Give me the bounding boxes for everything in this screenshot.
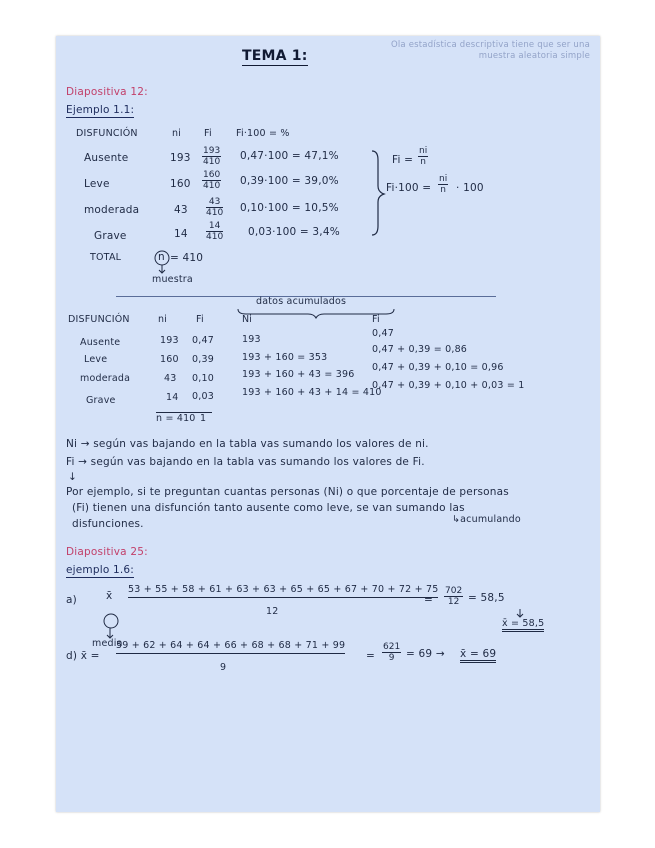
row-fraction: 14 410 <box>206 221 224 242</box>
accum-total-fi: 1 <box>194 412 212 424</box>
slide12-heading: Diapositiva 12: <box>66 86 148 98</box>
d-denominator: 9 <box>220 662 227 673</box>
row-label: Ausente <box>84 152 129 164</box>
d-eq: = <box>366 650 375 662</box>
slide25-heading: Diapositiva 25: <box>66 546 148 558</box>
row-label: moderada <box>84 204 140 216</box>
note-arrow: ↓ <box>68 471 77 483</box>
a-final: x̄ = 58,5 <box>502 618 544 632</box>
note-para-3: disfunciones. <box>72 518 144 530</box>
accum-col-header: Ni <box>242 314 253 325</box>
accum-row-ni: 14 <box>166 392 179 403</box>
row-fraction: 160 410 <box>203 170 221 191</box>
accum-row-fi: 0,03 <box>192 391 214 402</box>
row-ni: 160 <box>170 178 191 190</box>
example-heading: Ejemplo 1.1: <box>66 104 135 116</box>
accum-row-label: moderada <box>80 373 131 384</box>
circle-x <box>104 614 118 628</box>
accum-row-Fi: 0,47 <box>372 328 394 339</box>
accum-row-Ni: 193 + 160 = 353 <box>242 352 328 363</box>
note-line-2: Fi → según vas bajando en la tabla vas sumando los valores de Fi. <box>66 456 425 468</box>
formula2-lhs: Fi·100 = <box>386 182 432 194</box>
accum-row-Ni: 193 + 160 + 43 = 396 <box>242 369 355 380</box>
a-numerator: 53 + 55 + 58 + 61 + 63 + 63 + 65 + 65 + 67 + 70 + 72 + 75 <box>128 584 438 598</box>
accum-row-ni: 43 <box>164 373 177 384</box>
row-ni: 43 <box>174 204 188 216</box>
row-calc: 0,03·100 = 3,4% <box>248 226 340 238</box>
accum-row-label: Leve <box>84 354 108 365</box>
a-eq: = <box>424 594 433 606</box>
row-ni: 193 <box>170 152 191 164</box>
note-line-1: Ni → según vas bajando en la tabla vas sumando los valores de ni. <box>66 438 429 450</box>
accum-row-Ni: 193 <box>242 334 261 345</box>
accum-total-ni: n = 410 <box>156 413 196 424</box>
accum-row-ni: 160 <box>160 354 179 365</box>
row-label: Leve <box>84 178 110 190</box>
formula2-fraction: ni n <box>439 174 448 195</box>
accum-row-label: Ausente <box>80 337 121 348</box>
d-result: = 69 → <box>406 648 445 660</box>
a-fraction: 702 12 <box>445 586 463 607</box>
total-symbol: n <box>158 251 165 263</box>
row-fraction: 43 410 <box>206 197 224 218</box>
d-fraction: 621 9 <box>383 642 401 663</box>
col-header: Fi <box>204 128 212 139</box>
d-label: d) x̄ = <box>66 650 100 662</box>
accum-row-Fi: 0,47 + 0,39 + 0,10 = 0,96 <box>372 362 504 373</box>
right-brace <box>372 151 384 235</box>
accum-row-Fi: 0,47 + 0,39 + 0,10 + 0,03 = 1 <box>372 380 525 391</box>
a-result: = 58,5 <box>468 592 505 604</box>
a-symbol: x̄ <box>106 590 113 602</box>
accum-label: datos acumulados <box>256 296 347 307</box>
accum-row-Fi: 0,47 + 0,39 = 0,86 <box>372 344 468 355</box>
row-label: Grave <box>94 230 127 242</box>
row-fraction: 193 410 <box>203 146 221 167</box>
accum-col-header: ni <box>158 314 168 325</box>
total-label: TOTAL <box>90 252 122 263</box>
accum-row-fi: 0,39 <box>192 354 214 365</box>
a-label: a) <box>66 594 77 606</box>
accum-col-header: Fi <box>196 314 204 325</box>
result-arrow <box>517 609 523 617</box>
accum-row-fi: 0,10 <box>192 373 214 384</box>
row-calc: 0,39·100 = 39,0% <box>240 175 339 187</box>
a-denominator: 12 <box>266 606 279 617</box>
formula1-fraction: ni n <box>419 146 428 167</box>
note-para-1: Por ejemplo, si te preguntan cuantas personas (Ni) o que porcentaje de personas <box>66 486 509 498</box>
accum-row-label: Grave <box>86 395 116 406</box>
d-numerator: 59 + 62 + 64 + 64 + 66 + 68 + 68 + 71 + 99 <box>116 640 345 654</box>
accum-row-fi: 0,47 <box>192 335 214 346</box>
accum-col-header: Fi <box>372 314 380 325</box>
accum-row-ni: 193 <box>160 335 179 346</box>
accum-brace <box>238 309 394 318</box>
col-header: Fi·100 = % <box>236 128 290 139</box>
col-header: DISFUNCIÓN <box>76 128 138 139</box>
media-arrow <box>107 628 113 638</box>
formula1-lhs: Fi = <box>392 154 414 166</box>
row-ni: 14 <box>174 228 188 240</box>
col-header: ni <box>172 128 182 139</box>
notebook-page <box>56 36 600 812</box>
accum-row-Ni: 193 + 160 + 43 + 14 = 410 <box>242 387 382 398</box>
d-final: x̄ = 69 <box>460 648 496 663</box>
a-media: media <box>92 638 123 649</box>
example-heading-2: ejemplo 1.6: <box>66 564 135 576</box>
accum-col-header: DISFUNCIÓN <box>68 314 130 325</box>
total-note: muestra <box>152 274 193 285</box>
note-para-2b: ↳acumulando <box>452 514 521 525</box>
total-value: = 410 <box>170 252 204 264</box>
page-title: TEMA 1: <box>242 48 308 64</box>
formula2-rhs: · 100 <box>456 182 484 194</box>
note-para-2: (Fi) tienen una disfunción tanto ausente como leve, se van sumando las <box>72 502 465 514</box>
row-calc: 0,47·100 = 47,1% <box>240 150 339 162</box>
down-arrow <box>159 265 165 273</box>
side-note: Ola estadística descriptiva tiene que ser una muestra aleatoria simple <box>390 40 590 61</box>
row-calc: 0,10·100 = 10,5% <box>240 202 339 214</box>
